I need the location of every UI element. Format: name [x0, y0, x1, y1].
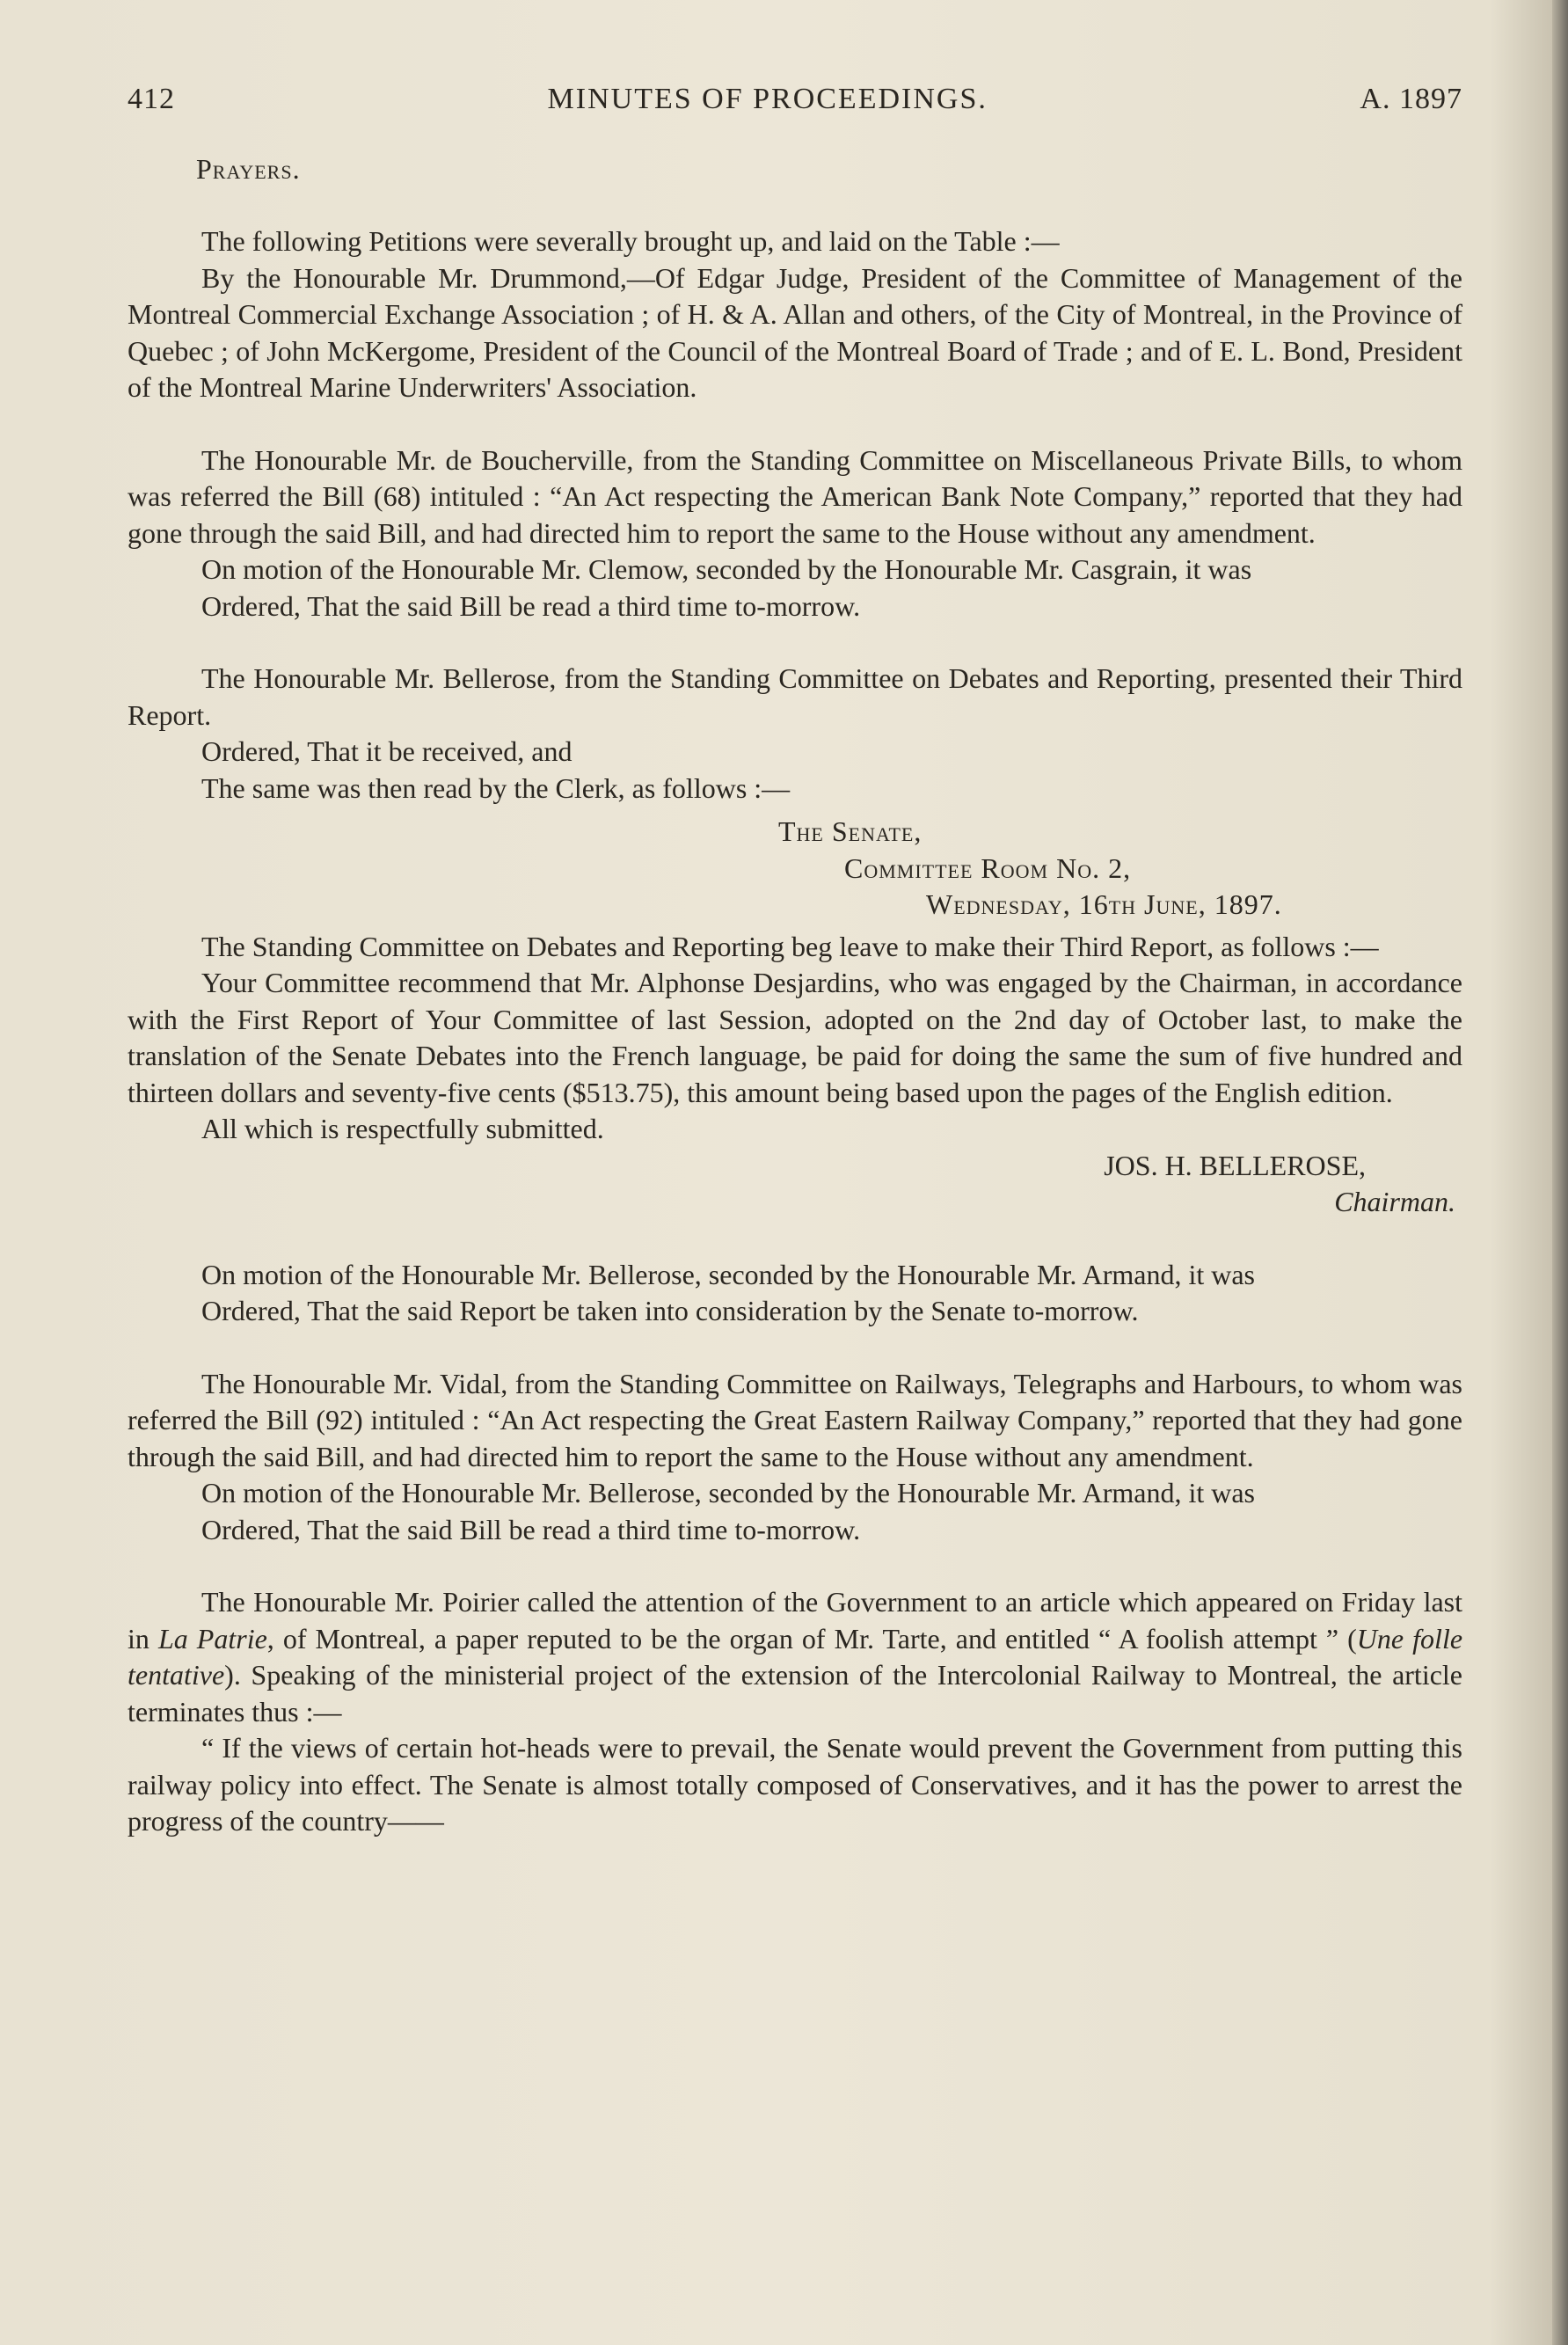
paragraph-third-report-intro: The Standing Committee on Debates and Reporting beg leave to make their Third Report, as follows :—: [201, 930, 1379, 962]
paragraph-vidal-report: The Honourable Mr. Vidal, from the Standing Committee on Railways, Telegraphs and Harbours, to whom was referred the Bill (92) intituled : “An Act respecting the Great Eastern Railway Company,” reported that they had gone through the said Bill, and had directed him to report the same to the House without any amendment.: [128, 1367, 1462, 1472]
paragraph-ordered-third-reading-2: Ordered, That the said Bill be read a third time to-morrow.: [201, 1513, 861, 1545]
poirier-text-e: ). Speaking of the ministerial project of the extension of the Intercolonial Railway to Montreal, the article terminates thus :—: [128, 1659, 1462, 1728]
paragraph-ordered-consideration: Ordered, That the said Report be taken into consideration by the Senate to-morrow.: [201, 1295, 1139, 1326]
book-binding-edge: [1552, 0, 1568, 2345]
signature-name: JOS. H. BELLEROSE,: [1104, 1149, 1366, 1181]
address-line-date: Wednesday, 16th June, 1897.: [926, 888, 1282, 920]
paragraph-petitions-intro: The following Petitions were severally brought up, and laid on the Table :—: [201, 225, 1060, 257]
paragraph-boucherville-report: The Honourable Mr. de Boucherville, from the Standing Committee on Miscellaneous Private Bills, to whom was referred the Bill (68) intituled : “An Act respecting the American Bank Note Company,” reported that they had gone through the said Bill, and had directed him to report the same to the House without any amendment.: [128, 443, 1462, 549]
paragraph-motion-bellerose: On motion of the Honourable Mr. Bellerose, seconded by the Honourable Mr. Armand, it was: [201, 1258, 1255, 1290]
poirier-text-une-folle: Une folle tentative: [128, 1622, 1463, 1691]
header-title: MINUTES OF PROCEEDINGS.: [547, 83, 988, 115]
paragraph-motion-clemow: On motion of the Honourable Mr. Clemow, seconded by the Honourable Mr. Casgrain, it was: [201, 553, 1252, 585]
paragraph-read-by-clerk: The same was then read by the Clerk, as follows :—: [201, 771, 791, 804]
running-header: [128, 81, 1462, 118]
poirier-text-a: The Honourable Mr. Poirier called the attention of the Government to an article which appeared on Friday last in: [128, 1586, 1462, 1655]
page-number: 412: [128, 83, 175, 115]
paragraph-desjardins-recommendation: Your Committee recommend that Mr. Alphonse Desjardins, who was engaged by the Chairman, in accordance with the First Report of Your Committee of last Session, adopted on the 2nd day of October last, to make the translation of the Senate Debates into the French language, be paid for doing the same the sum of five hundred and thirteen dollars and seventy-five cents ($513.75), this amount being based upon the pages of the English edition.: [128, 967, 1462, 1108]
poirier-text-c: , of Montreal, a paper reputed to be the organ of Mr. Tarte, and entitled “ A foolish attempt ” (: [266, 1622, 1357, 1655]
paragraph-bellerose-report: The Honourable Mr. Bellerose, from the Standing Committee on Debates and Reporting, presented their Third Report.: [128, 662, 1462, 731]
poirier-text-la-patrie: La Patrie: [157, 1622, 267, 1655]
paragraph-motion-bellerose-2: On motion of the Honourable Mr. Bellerose, seconded by the Honourable Mr. Armand, it was: [201, 1477, 1255, 1509]
report-address-block: [128, 814, 1462, 924]
paragraph-article-quote: “ If the views of certain hot-heads were to prevail, the Senate would prevent the Government from putting this railway policy into effect. The Senate is almost totally composed of Conservatives, and it has the power to arrest the progress of the country——: [128, 1732, 1462, 1837]
address-line-room: Committee Room No. 2,: [844, 851, 1132, 884]
prayers-heading: Prayers.: [196, 152, 301, 185]
signature-role: Chairman.: [1334, 1186, 1455, 1217]
paragraph-ordered-received: Ordered, That it be received, and: [201, 735, 573, 767]
paragraph-respectfully-submitted: All which is respectfully submitted.: [201, 1113, 604, 1144]
address-line-senate: The Senate,: [778, 815, 923, 847]
paragraph-poirier-article: [128, 1584, 1462, 1730]
page-content: [128, 81, 1462, 1840]
paragraph-petitions-list: By the Honourable Mr. Drummond,—Of Edgar Judge, President of the Committee of Management of the Montreal Commercial Exchange Association ; of H. & A. Allan and others, of the City of Montreal, in the Province of Quebec ; of John McKergome, President of the Council of the Montreal Board of Trade ; and of E. L. Bond, President of the Montreal Marine Underwriters' Association.: [128, 261, 1462, 403]
paragraph-ordered-third-reading: Ordered, That the said Bill be read a third time to-morrow.: [201, 589, 861, 622]
header-year: A. 1897: [1360, 83, 1462, 115]
